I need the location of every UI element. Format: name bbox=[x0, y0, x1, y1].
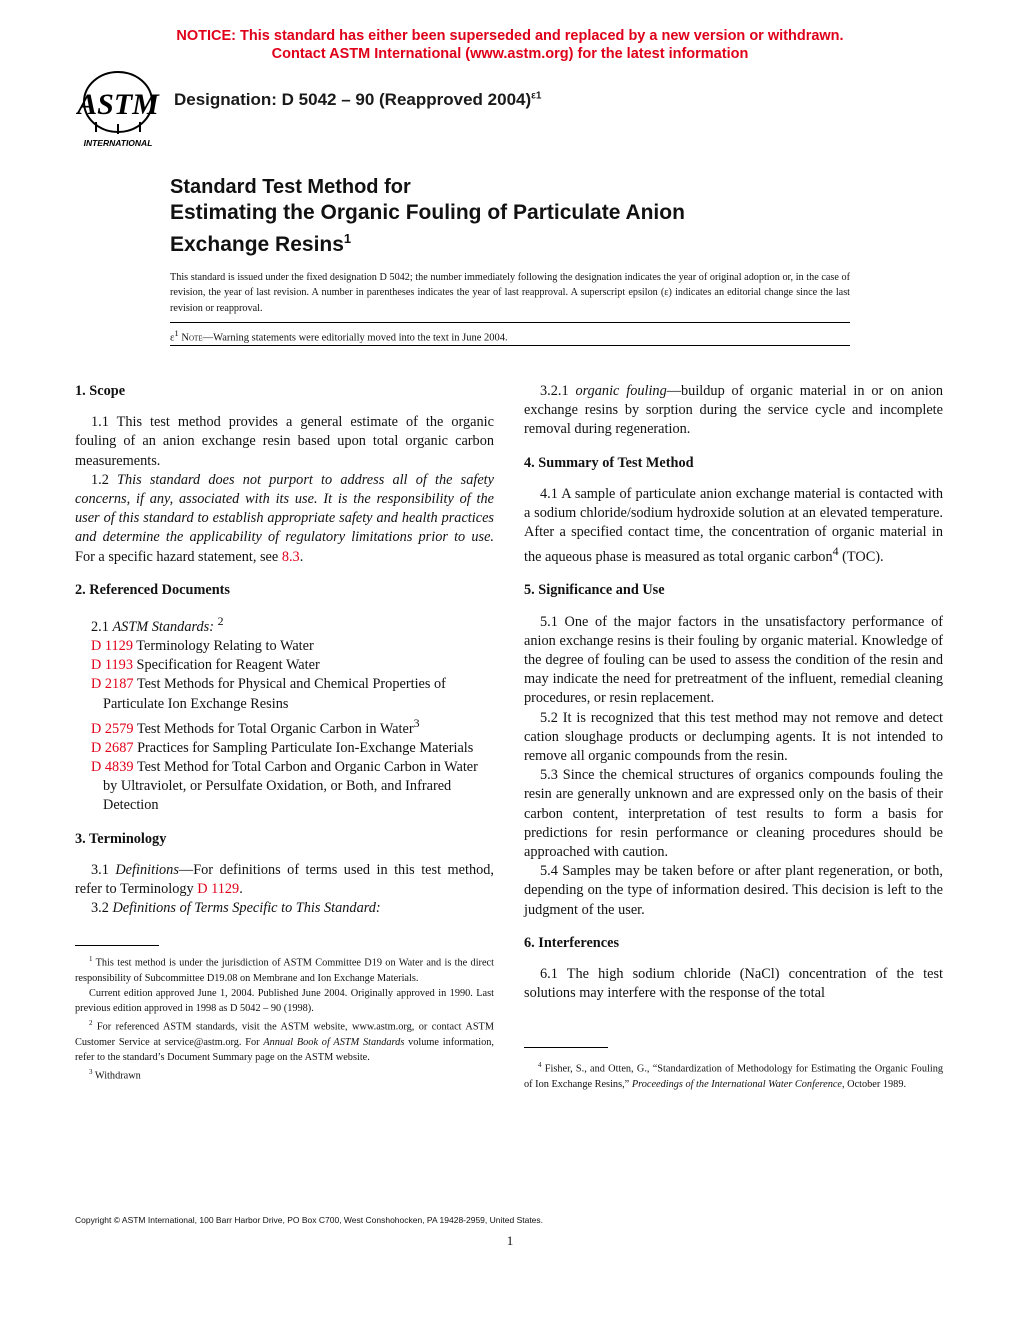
footnote-number: 3 bbox=[89, 1068, 93, 1077]
footnote-text: This test method is under the jurisdiction of ASTM Committee D19 on Water and is the direct responsibility of Subcommittee D19.08 on Membrane and Ion Exchange Materials. bbox=[75, 957, 494, 984]
reference-link[interactable]: D 1129 bbox=[91, 638, 133, 654]
reference-link[interactable]: D 2687 bbox=[91, 739, 134, 756]
footnote-divider bbox=[75, 945, 159, 946]
footnote-text: volume information, refer to the standard’s Document Summary page on the ASTM website. bbox=[75, 1036, 494, 1064]
paragraph-1-1: 1.1 This test method provides a general estimate of the organic fouling of an anion exchange resin based upon total organic carbon measurements. bbox=[75, 414, 494, 469]
reference-link[interactable]: D 1193 bbox=[91, 657, 133, 674]
reference-item bbox=[75, 739, 494, 758]
section-heading-significance: 5. Significance and Use bbox=[524, 582, 665, 599]
footnotes-left bbox=[75, 952, 494, 1084]
right-column bbox=[524, 382, 943, 1003]
epsilon-note bbox=[170, 328, 508, 344]
copyright-line: Copyright © ASTM International, 100 Barr Harbor Drive, PO Box C700, West Conshohocken, PA 19428-2959, United States. bbox=[75, 1215, 544, 1225]
para-lead: 2.1 bbox=[91, 618, 113, 635]
divider bbox=[170, 322, 850, 323]
footnotes-right bbox=[524, 1058, 943, 1092]
notice-line-2: Contact ASTM International (www.astm.org) for the latest information bbox=[271, 46, 749, 62]
footnote-mark: 4 bbox=[832, 544, 839, 559]
para-text: 4.1 A sample of particulate anion exchange material is contacted with a sodium chloride/sodium hydroxide solution at an elevated temperature. After a specified contact time, the concentration of organic material in the aqueous phase is measured as total organic carbon bbox=[524, 485, 943, 566]
footnote-mark: 2 bbox=[217, 614, 224, 629]
para-tail: For a specific hazard statement, see bbox=[75, 548, 282, 565]
reference-title: Specification for Reagent Water bbox=[136, 657, 320, 674]
paragraph-6-1: 6.1 The high sodium chloride (NaCl) concentration of the test solutions may interfere with the response of the total bbox=[524, 966, 943, 1002]
section-heading-summary: 4. Summary of Test Method bbox=[524, 454, 694, 471]
para-text: —buildup of organic material in or on anion exchange resins by sorption during the service cycle and incomplete removal during regeneration. bbox=[524, 383, 944, 438]
footnote-number: 2 bbox=[89, 1019, 93, 1028]
logo-international-text: INTERNATIONAL bbox=[83, 138, 153, 148]
footnote-number: 1 bbox=[89, 955, 93, 963]
reference-list bbox=[75, 637, 494, 816]
designation bbox=[174, 90, 541, 110]
section-heading-terminology: 3. Terminology bbox=[75, 830, 167, 847]
paragraph-5-2: 5.2 It is recognized that this test method may not remove and detect cation sloughage products or declumping agents. It is not intended to remove all organic compounds from the resin. bbox=[524, 709, 943, 765]
para-lead: 3.1 bbox=[91, 861, 116, 878]
note-label: Note bbox=[181, 332, 203, 344]
reference-title: Test Methods for Total Organic Carbon in Water bbox=[136, 720, 414, 737]
logo-mark: ASTM bbox=[77, 88, 159, 121]
standard-issuance-note: This standard is issued under the fixed designation D 5042; the number immediately following the designation indicates the year of original adoption or, in the case of revision, the year of last revision. A number in parentheses indicates the year of last reapproval. A superscript epsilon (ε) indicates an editorial change since the last revision or reapproval. bbox=[170, 272, 850, 314]
para-lead: 3.2.1 bbox=[540, 383, 576, 399]
paragraph-1-2 bbox=[75, 471, 494, 567]
reference-item bbox=[75, 714, 494, 739]
astm-logo bbox=[76, 70, 160, 150]
notice-line-1: NOTICE: This standard has either been superseded and replaced by a new version or withdrawn. bbox=[176, 28, 844, 44]
footnote-text: For referenced ASTM standards, visit the ASTM website, www.astm.org, or contact ASTM Customer Service at service@astm.org. For bbox=[75, 1021, 494, 1048]
paragraph-5-1: 5.1 One of the major factors in the unsatisfactory performance of anion exchange resins is their fouling by organic material. Knowledge of the degree of fouling can be used to assess the condition of the resin and may indicate the need for pretreatment of the influent, remedial cleaning procedures, or resin replacement. bbox=[524, 613, 943, 707]
link-section-8-3[interactable]: 8.3 bbox=[281, 548, 300, 565]
footnote-2 bbox=[75, 1016, 494, 1065]
footnote-number: 4 bbox=[538, 1061, 542, 1069]
footnote-text: Withdrawn bbox=[92, 1070, 141, 1082]
reference-title: Test Method for Total Carbon and Organic Carbon in Water by Ultraviolet, or Persulfate Oxidation, or Both, and Infrared Detection bbox=[103, 758, 478, 814]
paragraph-3-2 bbox=[75, 899, 494, 918]
definitions-specific-label: Definitions of Terms Specific to This Standard: bbox=[112, 900, 381, 917]
reference-item bbox=[75, 758, 494, 816]
para-end: . bbox=[239, 881, 243, 897]
footnote-mark: 3 bbox=[413, 715, 420, 730]
reference-title: Terminology Relating to Water bbox=[136, 638, 314, 654]
annual-book-title: Annual Book of ASTM Standards bbox=[263, 1036, 405, 1048]
paragraph-3-1 bbox=[75, 861, 494, 899]
para-end: (TOC). bbox=[838, 549, 884, 566]
link-d-1129[interactable]: D 1129 bbox=[197, 881, 240, 897]
page-number: 1 bbox=[506, 1233, 514, 1248]
para-lead: 3.2 bbox=[91, 900, 113, 917]
reference-item bbox=[75, 637, 494, 656]
section-heading-interferences: 6. Interferences bbox=[524, 934, 620, 951]
reference-item bbox=[75, 675, 494, 713]
reference-item bbox=[75, 656, 494, 675]
proceedings-title: Proceedings of the International Water Conference bbox=[631, 1078, 842, 1090]
footnote-3 bbox=[75, 1065, 494, 1084]
footnote-divider bbox=[524, 1047, 608, 1048]
designation-epsilon: ε1 bbox=[531, 90, 542, 102]
para-lead: 1.2 bbox=[91, 471, 118, 488]
astm-standards-label: ASTM Standards: bbox=[112, 618, 214, 635]
withdrawal-notice bbox=[0, 27, 1020, 63]
footnote-text: Fisher, S., and Otten, G., “Standardization of Methodology for Estimating the Organic Fouling of Ion Exchange Resins,” bbox=[524, 1063, 943, 1090]
reference-link[interactable]: D 4839 bbox=[91, 758, 134, 775]
section-heading-referenced-documents: 2. Referenced Documents bbox=[75, 581, 230, 598]
title-line-2: Estimating the Organic Fouling of Particulate Anion bbox=[170, 201, 685, 224]
paragraph-2-1 bbox=[75, 612, 494, 637]
section-heading-scope: 1. Scope bbox=[75, 383, 126, 399]
divider bbox=[170, 345, 850, 346]
footnote-4 bbox=[524, 1058, 943, 1092]
para-end: . bbox=[299, 548, 304, 565]
paragraph-5-4: 5.4 Samples may be taken before or after plant regeneration, or both, depending on the type of information desired. This decision is left to the judgment of the user. bbox=[524, 863, 943, 918]
paragraph-5-3: 5.3 Since the chemical structures of organics compounds fouling the resin are generally unknown and are expressed only on the basis of their carbon content, interpretation of test results to form a basis for predictions for resin performance or cleaning procedures should be approached with caution. bbox=[524, 767, 943, 861]
reference-link[interactable]: D 2187 bbox=[91, 676, 134, 693]
paragraph-4-1 bbox=[524, 485, 943, 568]
document-title bbox=[170, 175, 860, 258]
term-organic-fouling: organic fouling bbox=[575, 383, 667, 399]
footnote-text: , October 1989. bbox=[842, 1078, 907, 1090]
designation-text: Designation: D 5042 – 90 (Reapproved 2004) bbox=[174, 90, 532, 109]
epsilon-mark: ε bbox=[170, 332, 175, 344]
footnote-1 bbox=[75, 952, 494, 986]
safety-caveat: This standard does not purport to address all of the safety concerns, if any, associated with its use. It is the responsibility of the user of this standard to establish appropriate safety and health practices and determine the applicability of regulatory limitations prior to use. bbox=[75, 471, 494, 546]
title-line-3-text: Exchange Resins bbox=[170, 233, 344, 256]
reference-link[interactable]: D 2579 bbox=[91, 720, 134, 737]
epsilon-sup: 1 bbox=[174, 328, 179, 338]
definitions-label: Definitions bbox=[115, 861, 179, 878]
footnote-1-continued: Current edition approved June 1, 2004. Published June 2004. Originally approved in 1990. Last previous edition approved in 1998 as D 5042 – 90 (1998). bbox=[75, 987, 494, 1015]
reference-title: Practices for Sampling Particulate Ion-Exchange Materials bbox=[137, 739, 474, 756]
reference-title: Test Methods for Physical and Chemical Properties of Particulate Ion Exchange Resins bbox=[103, 676, 446, 712]
left-column bbox=[75, 382, 494, 918]
title-line-3 bbox=[170, 226, 860, 258]
epsilon-note-text: —Warning statements were editorially moved into the text in June 2004. bbox=[202, 332, 508, 344]
title-footnote-mark: 1 bbox=[343, 231, 352, 246]
title-line-1: Standard Test Method for bbox=[170, 176, 411, 198]
para-text: —For definitions of terms used in this test method, refer to Terminology bbox=[75, 861, 494, 897]
paragraph-3-2-1 bbox=[524, 382, 943, 440]
